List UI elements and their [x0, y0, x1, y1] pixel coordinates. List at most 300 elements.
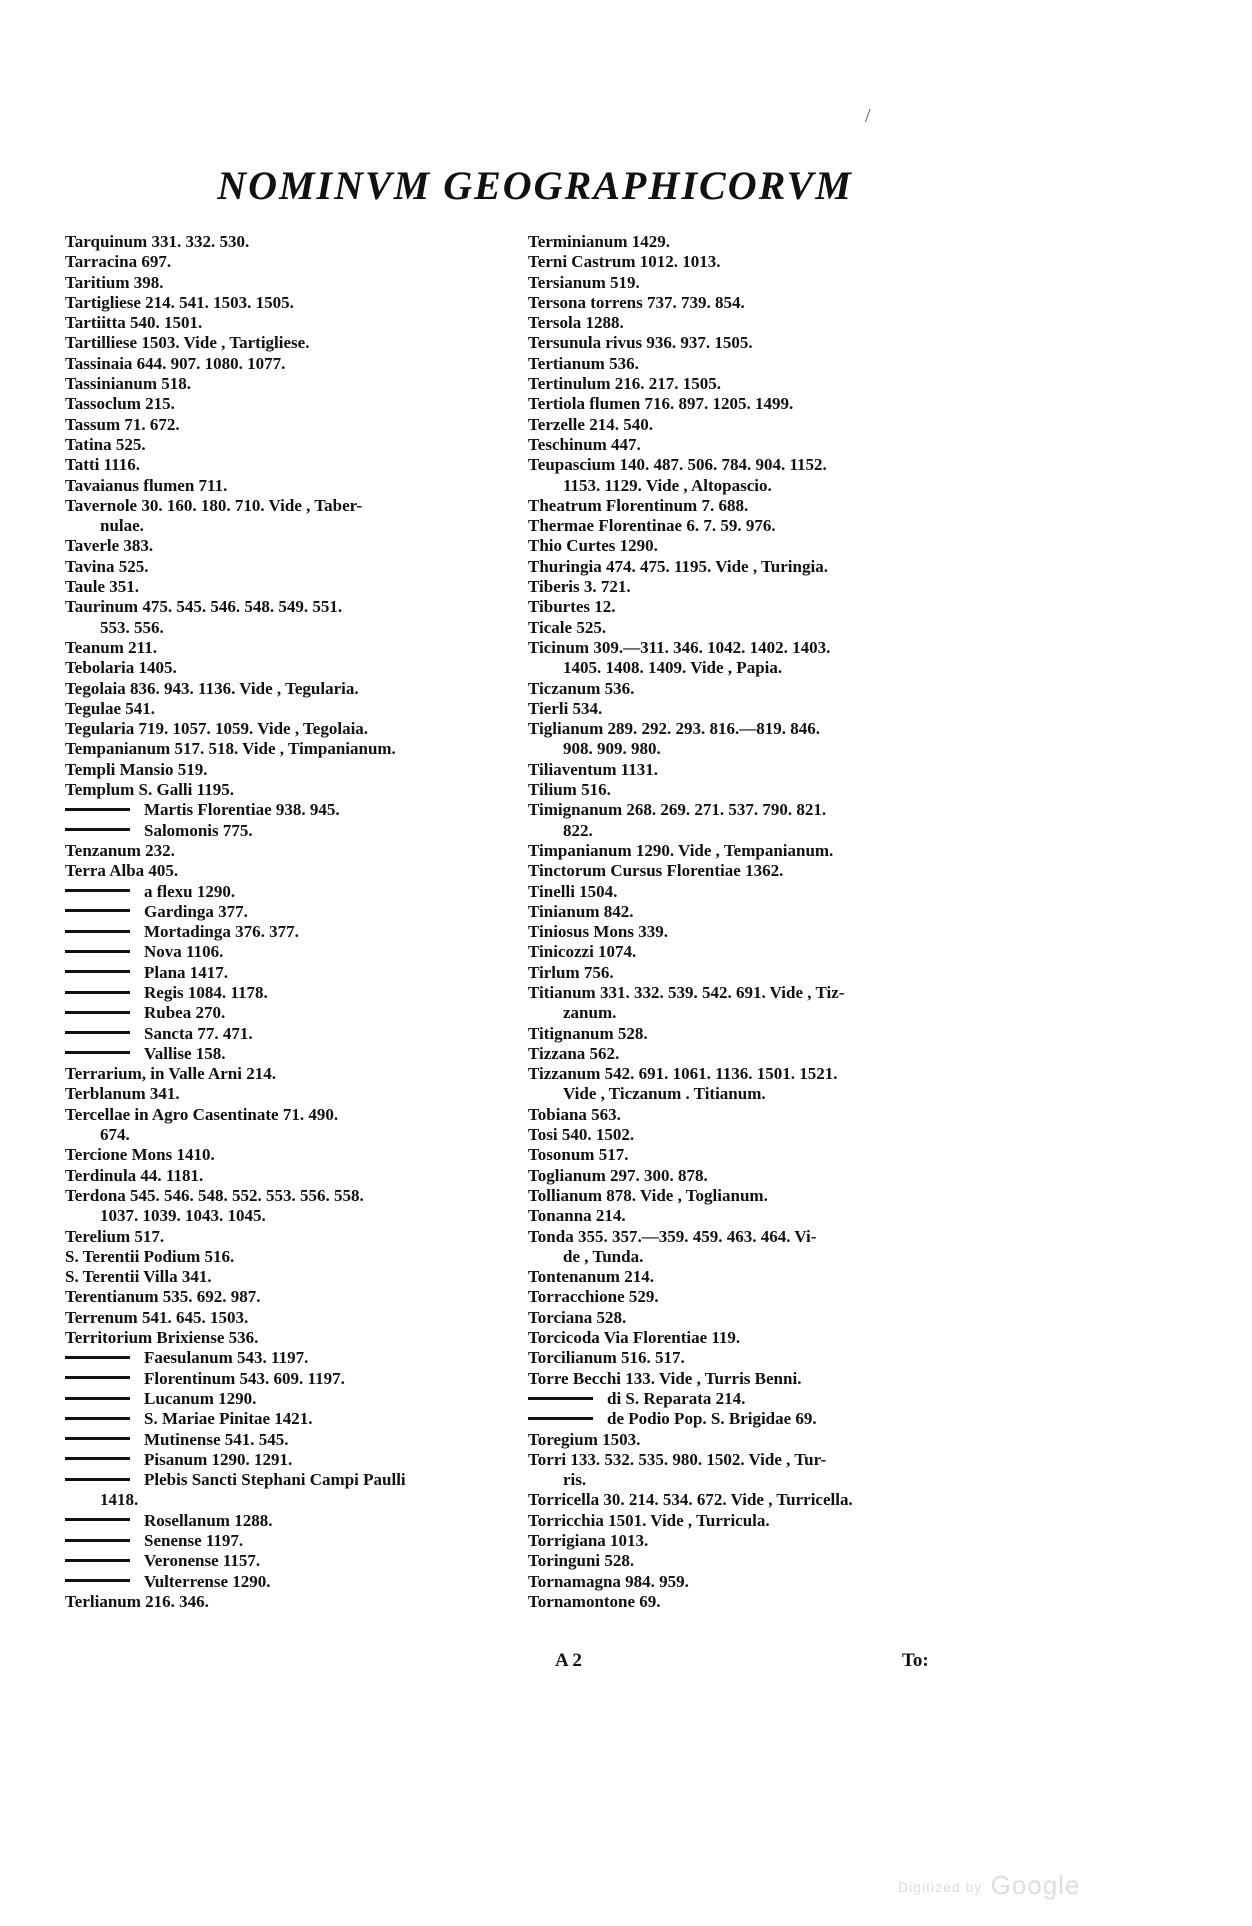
entry-text: Senense 1197.: [144, 1531, 244, 1550]
index-entry: [65, 1084, 515, 1104]
entry-text: Terentianum 535. 692. 987.: [65, 1287, 261, 1307]
entry-text: Tegulae 541.: [65, 698, 156, 718]
ditto-dash: [65, 950, 130, 953]
entry-text: Tegularia 719. 1057. 1059. Vide , Tegolaia.: [65, 719, 369, 739]
index-subentry: [65, 1024, 515, 1044]
entry-text: Tatina 525.: [65, 434, 146, 454]
index-entry: [65, 435, 515, 455]
ditto-dash: [65, 1518, 130, 1521]
index-entry-continuation: [65, 618, 515, 638]
ditto-dash: [65, 1376, 130, 1379]
entry-text: di S. Reparata 214.: [607, 1388, 746, 1408]
ditto-dash: [65, 1559, 130, 1562]
entry-text: 908. 909. 980.: [563, 739, 661, 759]
index-entry-continuation: [528, 739, 978, 759]
index-entry: [65, 232, 515, 252]
entry-text: Tinicozzi 1074.: [528, 942, 637, 962]
index-entry: [528, 577, 978, 597]
index-entry-continuation: [528, 1084, 978, 1104]
entry-text: ris.: [563, 1470, 587, 1490]
entry-text: Tontenanum 214.: [528, 1267, 654, 1287]
index-subentry: [65, 1003, 515, 1023]
entry-text: Tercellae in Agro Casentinate 71. 490.: [65, 1104, 339, 1124]
entry-text: Veronense 1157.: [144, 1551, 261, 1571]
entry-text: 1037. 1039. 1043. 1045.: [100, 1206, 266, 1226]
index-subentry: [65, 942, 515, 962]
entry-text: 1153. 1129. Vide , Altopascio.: [563, 475, 772, 495]
entry-text: Tilium 516.: [528, 780, 611, 800]
index-entry: [65, 1247, 515, 1267]
index-subentry: [528, 1409, 978, 1429]
index-entry: [528, 942, 978, 962]
entry-text: Tassinianum 518.: [65, 374, 191, 394]
entry-text: Lucanum 1290.: [144, 1388, 257, 1408]
index-subentry: [65, 1044, 515, 1064]
index-entry: [65, 1105, 515, 1125]
index-subentry: [65, 922, 515, 942]
entry-text: Terni Castrum 1012. 1013.: [528, 252, 721, 272]
ditto-dash: [65, 1397, 130, 1400]
index-entry: [528, 1572, 978, 1592]
index-entry: [528, 394, 978, 414]
index-entry: [65, 679, 515, 699]
entry-text: Torcicoda Via Florentiae 119.: [528, 1328, 741, 1348]
stray-mark: /: [865, 105, 871, 127]
index-entry: [528, 963, 978, 983]
index-entry-continuation: [65, 1490, 515, 1510]
index-entry: [528, 760, 978, 780]
index-entry: [528, 922, 978, 942]
index-entry: [65, 557, 515, 577]
entry-text: Terelium 517.: [65, 1226, 165, 1246]
entry-text: Torracchione 529.: [528, 1287, 659, 1307]
index-entry: [528, 861, 978, 881]
entry-text: 674.: [100, 1125, 130, 1145]
entry-text: Tebolaria 1405.: [65, 658, 177, 678]
index-entry: [528, 1450, 978, 1470]
ditto-dash: [65, 991, 130, 994]
index-entry: [528, 1206, 978, 1226]
entry-text: Terrarium, in Valle Arni 214.: [65, 1064, 276, 1084]
entry-text: Tarquinum 331. 332. 530.: [65, 232, 250, 251]
entry-text: Tiburtes 12.: [528, 597, 616, 617]
index-subentry: [65, 1430, 515, 1450]
index-entry: [65, 861, 515, 881]
entry-text: Tornamagna 984. 959.: [528, 1571, 689, 1591]
entry-text: de , Tunda.: [563, 1246, 644, 1266]
entry-text: S. Terentii Villa 341.: [65, 1267, 212, 1287]
index-entry: [528, 1348, 978, 1368]
entry-text: Timignanum 268. 269. 271. 537. 790. 821.: [528, 800, 827, 820]
index-entry: [528, 1227, 978, 1247]
page-title: NOMINVM GEOGRAPHICORVM: [217, 163, 853, 208]
index-entry: [528, 273, 978, 293]
index-entry: [528, 415, 978, 435]
entry-text: Regis 1084. 1178.: [144, 982, 268, 1002]
index-entry: [528, 333, 978, 353]
entry-text: Plana 1417.: [144, 962, 229, 982]
ditto-dash: [65, 1539, 130, 1542]
entry-text: Sancta 77. 471.: [144, 1023, 253, 1043]
index-entry: [65, 1186, 515, 1206]
index-entry-continuation: [65, 516, 515, 536]
index-entry-continuation: [528, 476, 978, 496]
ditto-dash: [65, 808, 130, 811]
index-entry: [528, 293, 978, 313]
index-entry: [528, 1287, 978, 1307]
index-subentry: [65, 821, 515, 841]
index-entry: [65, 638, 515, 658]
index-subentry: [65, 1572, 515, 1592]
index-entry: [65, 658, 515, 678]
index-entry: [528, 841, 978, 861]
entry-text: Tertianum 536.: [528, 353, 639, 373]
index-entry: [65, 1287, 515, 1307]
entry-text: Taverle 383.: [65, 536, 154, 556]
entry-text: S. Mariae Pinitae 1421.: [144, 1409, 313, 1429]
index-entry-continuation: [65, 1125, 515, 1145]
entry-text: Tersona torrens 737. 739. 854.: [528, 292, 745, 312]
entry-text: Thuringia 474. 475. 1195. Vide , Turingia.: [528, 556, 828, 576]
index-entry: [528, 597, 978, 617]
entry-text: Tenzanum 232.: [65, 840, 175, 860]
entry-text: Torrigiana 1013.: [528, 1531, 649, 1550]
entry-text: Tiliaventum 1131.: [528, 759, 659, 779]
entry-text: Plebis Sancti Stephani Campi Paulli: [144, 1470, 406, 1490]
index-entry: [528, 1369, 978, 1389]
signature-mark: A 2: [555, 1650, 582, 1671]
entry-text: Tegolaia 836. 943. 1136. Vide , Tegularia.: [65, 678, 359, 698]
catchword: To:: [902, 1650, 929, 1671]
entry-text: Theatrum Florentinum 7. 688.: [528, 495, 749, 515]
index-entry: [65, 1064, 515, 1084]
entry-text: Torri 133. 532. 535. 980. 1502. Vide , Tur-: [528, 1449, 827, 1469]
entry-text: Templum S. Galli 1195.: [65, 780, 234, 800]
entry-text: zanum.: [563, 1003, 617, 1023]
index-entry: [65, 313, 515, 333]
index-subentry: [65, 1511, 515, 1531]
index-entry: [65, 252, 515, 272]
entry-text: 553. 556.: [100, 617, 164, 637]
index-entry: [528, 455, 978, 475]
index-entry: [65, 496, 515, 516]
ditto-dash: [65, 1011, 130, 1014]
entry-text: Terzelle 214. 540.: [528, 414, 653, 434]
index-entry: [528, 1531, 978, 1551]
entry-text: 822.: [563, 820, 593, 840]
index-entry: [528, 1186, 978, 1206]
index-subentry: [65, 1551, 515, 1571]
index-entry: [528, 1490, 978, 1510]
index-entry: [65, 719, 515, 739]
entry-text: Toregium 1503.: [528, 1429, 641, 1449]
entry-text: Rubea 270.: [144, 1003, 226, 1023]
index-entry-continuation: [528, 1470, 978, 1490]
entry-text: S. Terentii Podium 516.: [65, 1246, 235, 1266]
entry-text: Tosi 540. 1502.: [528, 1125, 635, 1145]
entry-text: Rosellanum 1288.: [144, 1510, 273, 1530]
entry-text: Martis Florentiae 938. 945.: [144, 800, 340, 820]
entry-text: Torricella 30. 214. 534. 672. Vide , Turricella.: [528, 1490, 853, 1510]
entry-text: Terminianum 1429.: [528, 232, 671, 251]
entry-text: Torciana 528.: [528, 1307, 627, 1327]
index-entry: [65, 1166, 515, 1186]
index-subentry: [65, 1450, 515, 1470]
index-entry: [65, 333, 515, 353]
index-entry: [528, 1592, 978, 1612]
index-entry: [65, 1328, 515, 1348]
index-entry: [65, 415, 515, 435]
entry-text: Tierli 534.: [528, 698, 603, 718]
entry-text: Terlianum 216. 346.: [65, 1591, 209, 1611]
entry-text: Taule 351.: [65, 577, 140, 597]
index-entry-continuation: [528, 1247, 978, 1267]
ditto-dash: [65, 889, 130, 892]
index-entry: [528, 1511, 978, 1531]
entry-text: Tizzana 562.: [528, 1043, 620, 1063]
entry-text: Torcilianum 516. 517.: [528, 1348, 685, 1368]
entry-text: Thio Curtes 1290.: [528, 536, 658, 556]
entry-text: Thermae Florentinae 6. 7. 59. 976.: [528, 516, 776, 536]
entry-text: Ticale 525.: [528, 617, 607, 637]
entry-text: Toringuni 528.: [528, 1551, 635, 1571]
entry-text: Teanum 211.: [65, 637, 157, 657]
entry-text: Tosonum 517.: [528, 1145, 629, 1165]
index-entry-continuation: [528, 658, 978, 678]
index-entry: [528, 557, 978, 577]
index-entry: [65, 577, 515, 597]
index-entry: [528, 354, 978, 374]
index-entry: [528, 1430, 978, 1450]
entry-text: Teupascium 140. 487. 506. 784. 904. 1152.: [528, 455, 827, 475]
index-entry: [528, 1105, 978, 1125]
index-entry: [65, 1227, 515, 1247]
entry-text: Tonanna 214.: [528, 1206, 626, 1226]
entry-text: 1418.: [100, 1490, 139, 1510]
index-column-right: [528, 232, 978, 1612]
entry-text: Tavernole 30. 160. 180. 710. Vide , Taber-: [65, 495, 363, 515]
entry-text: Terra Alba 405.: [65, 861, 179, 881]
entry-text: Tornamontone 69.: [528, 1591, 661, 1611]
index-entry: [528, 516, 978, 536]
index-entry: [65, 597, 515, 617]
index-entry: [65, 1145, 515, 1165]
entry-text: Tartigliese 214. 541. 1503. 1505.: [65, 292, 294, 312]
index-subentry: [65, 963, 515, 983]
entry-text: Tollianum 878. Vide , Toglianum.: [528, 1185, 768, 1205]
entry-text: Tobiana 563.: [528, 1104, 621, 1124]
entry-text: Vide , Ticzanum . Titianum.: [563, 1084, 766, 1104]
entry-text: Titignanum 528.: [528, 1023, 648, 1043]
index-entry: [528, 699, 978, 719]
entry-text: Nova 1106.: [144, 942, 224, 962]
ditto-dash: [528, 1397, 593, 1400]
entry-text: Torre Becchi 133. Vide , Turris Benni.: [528, 1368, 802, 1388]
ditto-dash: [65, 1579, 130, 1582]
index-subentry: [65, 1531, 515, 1551]
entry-text: Tersunula rivus 936. 937. 1505.: [528, 333, 753, 353]
index-column-left: [65, 232, 515, 1612]
entry-text: Florentinum 543. 609. 1197.: [144, 1368, 345, 1388]
index-subentry: [65, 1369, 515, 1389]
index-entry: [528, 232, 978, 252]
ditto-dash: [65, 909, 130, 912]
index-entry: [528, 1267, 978, 1287]
index-entry: [528, 780, 978, 800]
entry-text: Salomonis 775.: [144, 820, 253, 840]
index-entry: [528, 374, 978, 394]
entry-text: Titianum 331. 332. 539. 542. 691. Vide , Tiz-: [528, 982, 845, 1002]
entry-text: Tiniosus Mons 339.: [528, 922, 668, 942]
entry-text: Tiglianum 289. 292. 293. 816.—819. 846.: [528, 719, 821, 739]
index-entry: [65, 455, 515, 475]
entry-text: Tassoclum 215.: [65, 394, 175, 414]
index-subentry: [65, 882, 515, 902]
entry-text: Tartilliese 1503. Vide , Tartigliese.: [65, 333, 310, 353]
entry-text: Tarracina 697.: [65, 252, 172, 272]
entry-text: Templi Mansio 519.: [65, 759, 208, 779]
entry-text: Tonda 355. 357.—359. 459. 463. 464. Vi-: [528, 1226, 817, 1246]
entry-text: Toglianum 297. 300. 878.: [528, 1165, 708, 1185]
entry-text: Tercione Mons 1410.: [65, 1145, 215, 1165]
ditto-dash: [65, 1457, 130, 1460]
index-entry: [528, 1125, 978, 1145]
entry-text: Ticzanum 536.: [528, 678, 635, 698]
entry-text: Tassinaia 644. 907. 1080. 1077.: [65, 353, 286, 373]
index-entry: [528, 618, 978, 638]
entry-text: Mortadinga 376. 377.: [144, 922, 299, 942]
index-entry: [65, 476, 515, 496]
index-entry: [65, 841, 515, 861]
entry-text: Tartiitta 540. 1501.: [65, 313, 203, 333]
index-entry: [528, 1145, 978, 1165]
index-subentry: [65, 1470, 515, 1490]
index-subentry: [65, 1389, 515, 1409]
ditto-dash: [65, 1478, 130, 1481]
watermark-prefix: Digitized by: [898, 1879, 983, 1896]
index-subentry: [528, 1389, 978, 1409]
entry-text: Vulterrense 1290.: [144, 1571, 271, 1591]
index-entry: [65, 1592, 515, 1612]
entry-text: Tinctorum Cursus Florentiae 1362.: [528, 861, 784, 881]
index-entry: [65, 760, 515, 780]
entry-text: a flexu 1290.: [144, 881, 236, 901]
ditto-dash: [65, 1417, 130, 1420]
index-entry: [528, 435, 978, 455]
entry-text: Tavina 525.: [65, 556, 149, 576]
index-entry: [528, 313, 978, 333]
index-subentry: [65, 902, 515, 922]
index-entry: [528, 800, 978, 820]
index-entry: [65, 273, 515, 293]
index-entry-continuation: [65, 1206, 515, 1226]
index-entry: [528, 902, 978, 922]
entry-text: Mutinense 541. 545.: [144, 1429, 289, 1449]
ditto-dash: [65, 1356, 130, 1359]
index-entry: [65, 780, 515, 800]
entry-text: Territorium Brixiense 536.: [65, 1328, 259, 1348]
entry-text: Taurinum 475. 545. 546. 548. 549. 551.: [65, 597, 343, 617]
index-subentry: [65, 983, 515, 1003]
entry-text: Tatti 1116.: [65, 455, 140, 475]
index-entry: [528, 983, 978, 1003]
entry-text: Tersola 1288.: [528, 313, 624, 333]
index-entry: [65, 1267, 515, 1287]
index-entry: [528, 1024, 978, 1044]
index-entry: [528, 536, 978, 556]
index-entry: [528, 1166, 978, 1186]
index-entry: [528, 679, 978, 699]
index-entry: [65, 394, 515, 414]
index-subentry: [65, 1348, 515, 1368]
index-entry: [65, 374, 515, 394]
digitized-watermark: [898, 1870, 1080, 1901]
index-entry: [528, 1308, 978, 1328]
index-entry: [65, 1308, 515, 1328]
entry-text: Terrenum 541. 645. 1503.: [65, 1307, 249, 1327]
entry-text: Timpanianum 1290. Vide , Tempanianum.: [528, 840, 834, 860]
ditto-dash: [65, 828, 130, 831]
entry-text: Tiberis 3. 721.: [528, 577, 631, 597]
ditto-dash: [65, 930, 130, 933]
index-entry: [65, 293, 515, 313]
index-subentry: [65, 800, 515, 820]
index-entry: [528, 252, 978, 272]
entry-text: Pisanum 1290. 1291.: [144, 1449, 293, 1469]
entry-text: Tertiola flumen 716. 897. 1205. 1499.: [528, 394, 794, 414]
watermark-brand: Google: [990, 1870, 1081, 1900]
index-entry: [528, 1328, 978, 1348]
entry-text: Tempanianum 517. 518. Vide , Timpanianum.: [65, 739, 396, 759]
entry-text: Tinelli 1504.: [528, 881, 618, 901]
entry-text: Ticinum 309.—311. 346. 1042. 1402. 1403.: [528, 637, 831, 657]
entry-text: Tertinulum 216. 217. 1505.: [528, 374, 722, 394]
index-entry-continuation: [528, 821, 978, 841]
index-entry: [65, 699, 515, 719]
entry-text: Terblanum 341.: [65, 1084, 180, 1104]
index-entry: [65, 354, 515, 374]
entry-text: Tersianum 519.: [528, 272, 640, 292]
index-entry: [65, 739, 515, 759]
entry-text: nulae.: [100, 516, 144, 536]
entry-text: Tavaianus flumen 711.: [65, 475, 228, 495]
index-entry: [528, 1044, 978, 1064]
ditto-dash: [65, 1437, 130, 1440]
index-entry: [528, 719, 978, 739]
index-entry: [528, 882, 978, 902]
ditto-dash: [528, 1417, 593, 1420]
index-entry: [528, 496, 978, 516]
entry-text: Tizzanum 542. 691. 1061. 1136. 1501. 1521.: [528, 1064, 838, 1084]
entry-text: 1405. 1408. 1409. Vide , Papia.: [563, 658, 783, 678]
entry-text: Terdona 545. 546. 548. 552. 553. 556. 558.: [65, 1185, 364, 1205]
index-entry: [528, 1064, 978, 1084]
index-entry-continuation: [528, 1003, 978, 1023]
entry-text: Terdinula 44. 1181.: [65, 1165, 204, 1185]
entry-text: de Podio Pop. S. Brigidae 69.: [607, 1409, 817, 1429]
index-subentry: [65, 1409, 515, 1429]
entry-text: Torricchia 1501. Vide , Turricula.: [528, 1510, 770, 1530]
entry-text: Tirlum 756.: [528, 962, 614, 982]
entry-text: Gardinga 377.: [144, 901, 248, 921]
entry-text: Tassum 71. 672.: [65, 414, 180, 434]
ditto-dash: [65, 1031, 130, 1034]
index-entry: [528, 1551, 978, 1571]
index-entry: [528, 638, 978, 658]
entry-text: Taritium 398.: [65, 272, 164, 292]
ditto-dash: [65, 1051, 130, 1054]
entry-text: Vallise 158.: [144, 1043, 226, 1063]
